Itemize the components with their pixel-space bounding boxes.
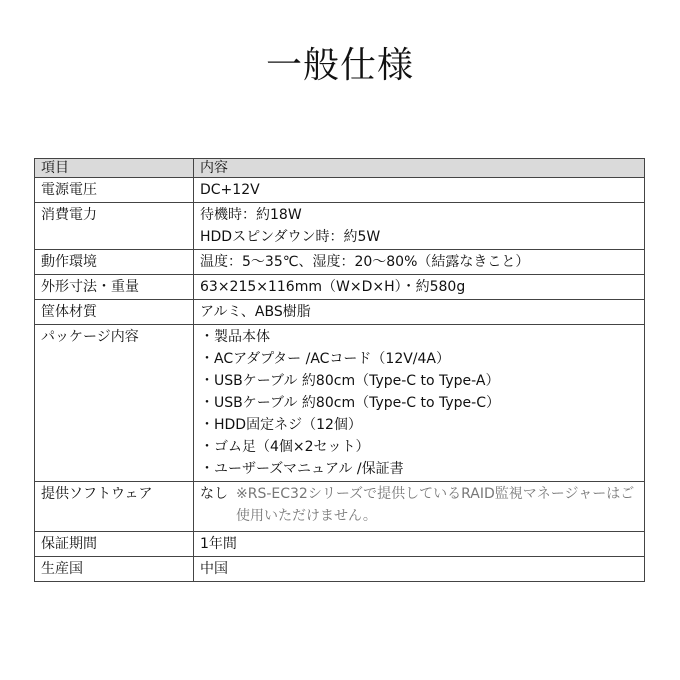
value-line: HDDスピンダウン時：約5W [200, 229, 381, 245]
row-label: 外形寸法・重量 [35, 275, 194, 300]
table-row [35, 203, 645, 250]
row-label: パッケージ内容 [35, 325, 194, 482]
header-item: 項目 [35, 159, 194, 178]
value-line: DC+12V [200, 182, 260, 198]
package-item: ・ユーザーズマニュアル /保証書 [200, 461, 404, 477]
table-row [35, 482, 645, 532]
row-label: 電源電圧 [35, 178, 194, 203]
table-row [35, 275, 645, 300]
row-value [194, 532, 645, 557]
software-note: ※RS-EC32シリーズで提供しているRAID監視マネージャーはご使用いただけません。 [236, 486, 635, 524]
row-value [194, 250, 645, 275]
row-value [194, 275, 645, 300]
row-label: 保証期間 [35, 532, 194, 557]
row-value [194, 557, 645, 582]
value-line: 63×215×116mm（W×D×H）・約580g [200, 279, 466, 295]
spec-table [34, 158, 645, 582]
package-item: ・ACアダプター /ACコード（12V/4A） [200, 351, 451, 367]
row-value [194, 300, 645, 325]
value-line: 待機時：約18W [200, 207, 302, 223]
package-item: ・USBケーブル 約80cm（Type-C to Type-C） [200, 395, 500, 411]
row-value [194, 325, 645, 482]
table-row [35, 178, 645, 203]
row-value [194, 482, 645, 532]
row-label: 生産国 [35, 557, 194, 582]
table-row [35, 325, 645, 482]
value-line: アルミ、ABS樹脂 [200, 304, 311, 320]
row-label: 動作環境 [35, 250, 194, 275]
package-item: ・ゴム足（4個×2セット） [200, 439, 370, 455]
software-value: なし [200, 486, 228, 502]
table-row [35, 532, 645, 557]
row-label: 消費電力 [35, 203, 194, 250]
row-label: 提供ソフトウェア [35, 482, 194, 532]
page-title: 一般仕様 [265, 45, 414, 86]
package-item: ・USBケーブル 約80cm（Type-C to Type-A） [200, 373, 500, 389]
table-header-row [35, 159, 645, 178]
package-item: ・製品本体 [200, 329, 270, 345]
value-line: 温度：5〜35℃、湿度：20〜80%（結露なきこと） [200, 254, 530, 270]
package-item: ・HDD固定ネジ（12個） [200, 417, 362, 433]
value-line: 中国 [200, 561, 228, 577]
row-label: 筐体材質 [35, 300, 194, 325]
table-row [35, 557, 645, 582]
row-value [194, 203, 645, 250]
header-content: 内容 [194, 159, 645, 178]
row-value [194, 178, 645, 203]
table-row [35, 300, 645, 325]
table-row [35, 250, 645, 275]
value-line: 1年間 [200, 536, 237, 552]
